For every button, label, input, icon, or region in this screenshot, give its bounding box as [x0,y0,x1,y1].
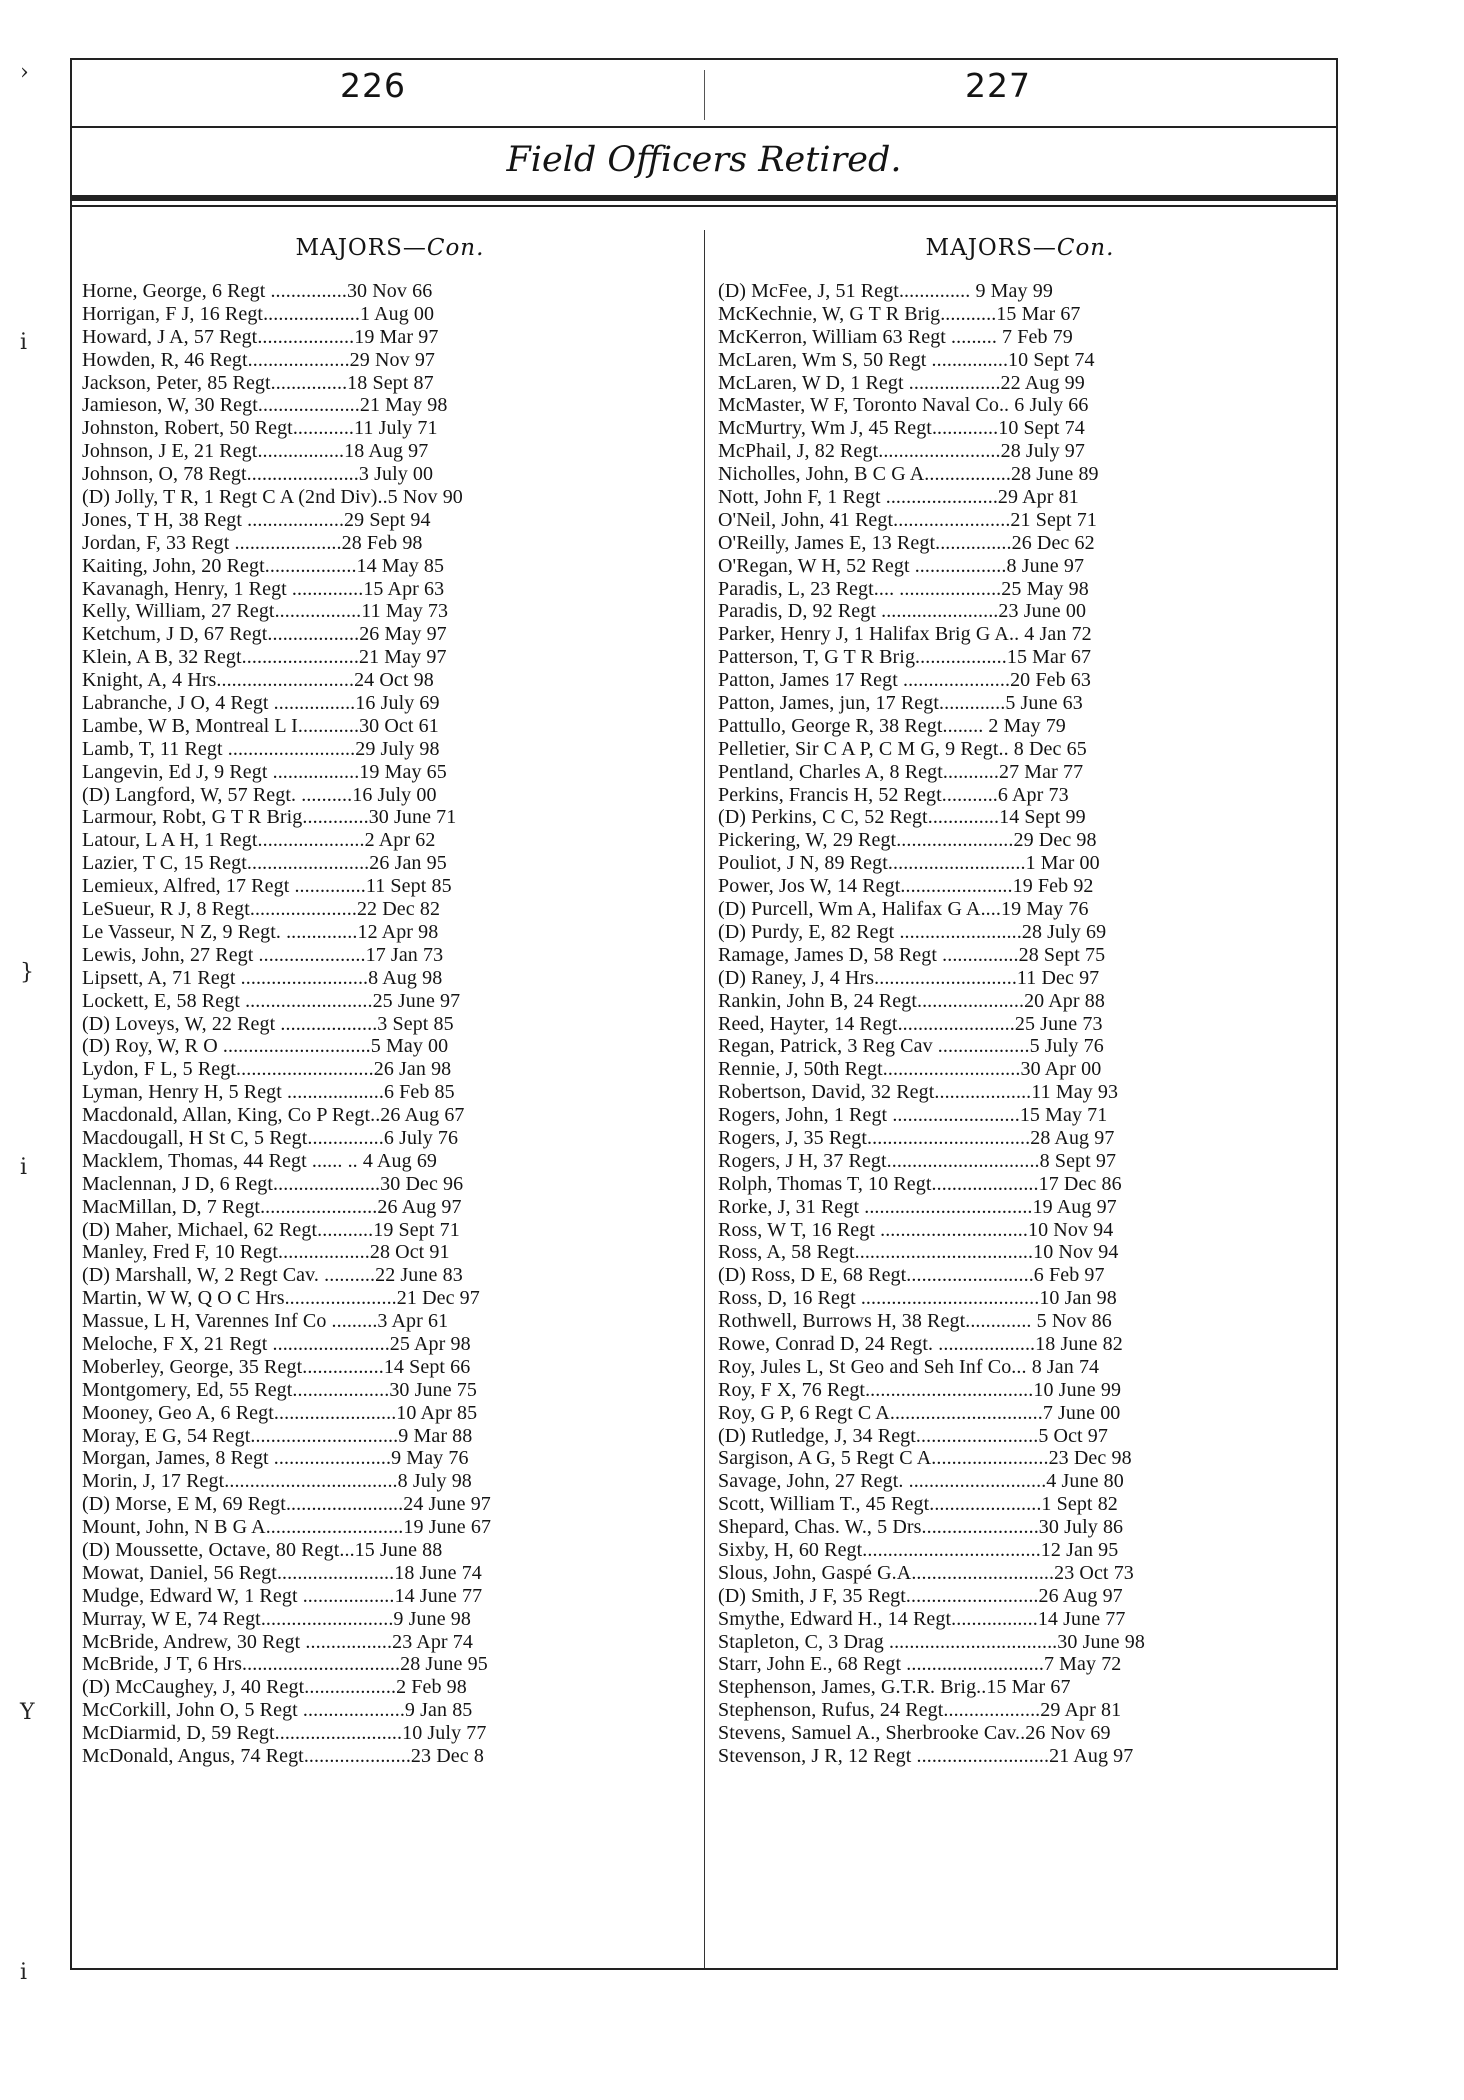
top-rule [70,58,1338,60]
list-item: McBride, J T, 6 Hrs...............................28 June 95 [82,1653,488,1676]
right-entry-list [718,280,1318,1768]
list-item: Patton, James, jun, 17 Regt.............5 June 63 [718,692,1083,715]
column-divider [704,230,705,1970]
list-item: Klein, A B, 32 Regt.......................21 May 97 [82,646,447,669]
list-item: LeSueur, R J, 8 Regt.....................22 Dec 82 [82,898,441,921]
left-column-heading [80,235,700,261]
list-item: McKerron, William 63 Regt ......... 7 Feb 79 [718,325,1073,348]
list-item: Patterson, T, G T R Brig..................15 Mar 67 [718,646,1092,669]
list-item: Sargison, A G, 5 Regt C A.......................23 Dec 98 [718,1447,1132,1470]
list-item: Stevenson, J R, 12 Regt ..........................21 Aug 97 [718,1745,1134,1767]
list-item: Mooney, Geo A, 6 Regt........................10 Apr 85 [82,1401,478,1424]
list-item: McMurtry, Wm J, 45 Regt.............10 Sept 74 [718,417,1085,440]
list-item: Montgomery, Ed, 55 Regt...................30 June 75 [82,1378,477,1401]
list-item: Manley, Fred F, 10 Regt..................28 Oct 91 [82,1241,450,1264]
list-item: (D) Langford, W, 57 Regt. ..........16 July 00 [82,783,437,806]
list-item: (D) Marshall, W, 2 Regt Cav. ..........22 June 83 [82,1264,463,1287]
list-item: Mount, John, N B G A...........................19 June 67 [82,1516,492,1539]
list-item: Nicholles, John, B C G A.................28 June 89 [718,463,1099,486]
list-item: Lemieux, Alfred, 17 Regt ..............11 Sept 85 [82,875,452,898]
list-item: Perkins, Francis H, 52 Regt...........6 Apr 73 [718,783,1069,806]
list-item: Jordan, F, 33 Regt .....................28 Feb 98 [82,531,423,554]
list-item: Stephenson, James, G.T.R. Brig..15 Mar 67 [718,1676,1071,1699]
list-item: Johnston, Robert, 50 Regt............11 July 71 [82,417,438,440]
list-item: O'Regan, W H, 52 Regt ..................8 June 97 [718,554,1085,577]
list-item: Morgan, James, 8 Regt .......................9 May 76 [82,1447,469,1470]
list-item: Rorke, J, 31 Regt .................................19 Aug 97 [718,1195,1117,1218]
list-item: Howard, J A, 57 Regt...................19 Mar 97 [82,325,439,348]
list-item: Lazier, T C, 15 Regt........................26 Jan 95 [82,852,447,875]
margin-mark: } [20,960,34,985]
list-item: (D) Ross, D E, 68 Regt.........................6 Feb 97 [718,1264,1105,1287]
list-item: Johnson, O, 78 Regt......................3 July 00 [82,463,434,486]
list-item: Lamb, T, 11 Regt .........................29 July 98 [82,737,440,760]
list-item: Lambe, W B, Montreal L I............30 Oct 61 [82,714,439,737]
page-title: Field Officers Retired. [506,140,902,180]
list-item: Pentland, Charles A, 8 Regt...........27 Mar 77 [718,760,1084,783]
margin-mark: Y [20,1700,35,1725]
list-item: Lewis, John, 27 Regt .....................17 Jan 73 [82,943,444,966]
left-entry-list [82,280,682,1768]
list-item: Starr, John E., 68 Regt ...........................7 May 72 [718,1653,1122,1676]
list-item: McPhail, J, 82 Regt........................28 July 97 [718,440,1085,463]
list-item: (D) Jolly, T R, 1 Regt C A (2nd Div)..5 Nov 90 [82,486,463,509]
list-item: Paradis, L, 23 Regt.... ....................25 May 98 [718,577,1089,600]
list-item: Moray, E G, 54 Regt.............................9 Mar 88 [82,1424,473,1447]
list-item: Slous, John, Gaspé G.A............................23 Oct 73 [718,1561,1134,1584]
list-item: Rolph, Thomas T, 10 Regt.....................17 Dec 86 [718,1172,1122,1195]
list-item: (D) Roy, W, R O .............................5 May 00 [82,1035,449,1058]
list-item: Horrigan, F J, 16 Regt...................1 Aug 00 [82,302,435,325]
list-item: McLaren, W D, 1 Regt ..................22 Aug 99 [718,371,1085,394]
list-item: Roy, Jules L, St Geo and Seh Inf Co... 8 Jan 74 [718,1355,1100,1378]
list-item: Pouliot, J N, 89 Regt...........................1 Mar 00 [718,852,1100,875]
list-item: (D) Morse, E M, 69 Regt.......................24 June 97 [82,1493,491,1516]
bottom-rule [70,1968,1338,1970]
right-heading-suffix: Con. [1056,235,1115,261]
list-item: Lyman, Henry H, 5 Regt ...................6 Feb 85 [82,1081,455,1104]
list-item: (D) McFee, J, 51 Regt.............. 9 May 99 [718,280,1053,302]
list-item: Morin, J, 17 Regt..................................8 July 98 [82,1470,472,1493]
list-item: Roy, G P, 6 Regt C A..............................7 June 00 [718,1401,1121,1424]
list-item: Jamieson, W, 30 Regt....................21 May 98 [82,394,448,417]
list-item: McCorkill, John O, 5 Regt ....................9 Jan 85 [82,1699,473,1722]
list-item: Jones, T H, 38 Regt ...................29 Sept 94 [82,508,431,531]
list-item: McMaster, W F, Toronto Naval Co.. 6 July 66 [718,394,1089,417]
list-item: (D) Perkins, C C, 52 Regt..............14 Sept 99 [718,806,1086,829]
list-item: McLaren, Wm S, 50 Regt ...............10 Sept 74 [718,348,1095,371]
list-item: Ross, D, 16 Regt ...................................10 Jan 98 [718,1287,1117,1310]
list-item: Scott, William T., 45 Regt......................1 Sept 82 [718,1493,1118,1516]
header-rule [70,126,1338,128]
list-item: (D) Maher, Michael, 62 Regt...........19 Sept 71 [82,1218,460,1241]
list-item: Ross, A, 58 Regt...................................10 Nov 94 [718,1241,1119,1264]
list-item: (D) Raney, J, 4 Hrs............................11 Dec 97 [718,966,1100,989]
list-item: Macklem, Thomas, 44 Regt ...... .. 4 Aug 69 [82,1149,438,1172]
list-item: Langevin, Ed J, 9 Regt .................19 May 65 [82,760,447,783]
page-number-divider [704,70,705,120]
list-item: Rogers, John, 1 Regt .........................15 May 71 [718,1104,1108,1127]
list-item: Roy, F X, 76 Regt.................................10 June 99 [718,1378,1122,1401]
list-item: McBride, Andrew, 30 Regt .................23 Apr 74 [82,1630,473,1653]
title-rule-thick [70,195,1338,201]
list-item: Knight, A, 4 Hrs...........................24 Oct 98 [82,669,434,692]
left-page-number: 226 [340,66,406,105]
left-heading-text: MAJORS— [295,235,427,261]
list-item: Ketchum, J D, 67 Regt..................26 May 97 [82,623,447,646]
list-item: Meloche, F X, 21 Regt .......................25 Apr 98 [82,1332,471,1355]
list-item: Massue, L H, Varennes Inf Co .........3 Apr 61 [82,1310,449,1333]
list-item: Macdonald, Allan, King, Co P Regt..26 Aug 67 [82,1104,465,1127]
list-item: Pattullo, George R, 38 Regt........ 2 May 79 [718,714,1066,737]
book-page [70,30,1338,1990]
list-item: Lockett, E, 58 Regt .........................25 June 97 [82,989,461,1012]
list-item: Shepard, Chas. W., 5 Drs.......................30 July 86 [718,1516,1124,1539]
list-item: Stapleton, C, 3 Drag .................................30 June 98 [718,1630,1145,1653]
list-item: Rogers, J, 35 Regt................................28 Aug 97 [718,1126,1115,1149]
list-item: Le Vasseur, N Z, 9 Regt. ..............12 Apr 98 [82,920,439,943]
left-heading-suffix: Con. [426,235,485,261]
list-item: Nott, John F, 1 Regt ......................29 Apr 81 [718,486,1079,509]
list-item: Regan, Patrick, 3 Reg Cav ..................5 July 76 [718,1035,1104,1058]
list-item: Pickering, W, 29 Regt.......................29 Dec 98 [718,829,1097,852]
list-item: Lipsett, A, 71 Regt .........................8 Aug 98 [82,966,443,989]
list-item: Pelletier, Sir C A P, C M G, 9 Regt.. 8 Dec 65 [718,737,1087,760]
list-item: Rowe, Conrad D, 24 Regt. ...................18 June 82 [718,1332,1123,1355]
list-item: Rothwell, Burrows H, 38 Regt............. 5 Nov 86 [718,1310,1112,1333]
right-page-number: 227 [965,66,1031,105]
list-item: (D) Purdy, E, 82 Regt ........................28 July 69 [718,920,1107,943]
list-item: Power, Jos W, 14 Regt......................19 Feb 92 [718,875,1094,898]
list-item: Mudge, Edward W, 1 Regt ..................14 June 77 [82,1584,483,1607]
list-item: (D) Purcell, Wm A, Halifax G A....19 May 76 [718,898,1089,921]
margin-mark: i [20,1960,28,1985]
list-item: Parker, Henry J, 1 Halifax Brig G A.. 4 Jan 72 [718,623,1092,646]
list-item: Reed, Hayter, 14 Regt.......................25 June 73 [718,1012,1103,1035]
list-item: Kelly, William, 27 Regt.................11 May 73 [82,600,449,623]
list-item: McKechnie, W, G T R Brig...........15 Mar 67 [718,302,1081,325]
list-item: Maclennan, J D, 6 Regt.....................30 Dec 96 [82,1172,464,1195]
list-item: Howden, R, 46 Regt....................29 Nov 97 [82,348,436,371]
list-item: Rogers, J H, 37 Regt..............................8 Sept 97 [718,1149,1117,1172]
title-rule-thin [70,205,1338,207]
list-item: Macdougall, H St C, 5 Regt...............6 July 76 [82,1126,459,1149]
list-item: Ramage, James D, 58 Regt ...............28 Sept 75 [718,943,1106,966]
right-column-heading [710,235,1330,261]
list-item: Larmour, Robt, G T R Brig.............30 June 71 [82,806,457,829]
list-item: Kaiting, John, 20 Regt..................14 May 85 [82,554,445,577]
list-item: Stevens, Samuel A., Sherbrooke Cav..26 Nov 69 [718,1722,1111,1745]
list-item: Smythe, Edward H., 14 Regt.................14 June 77 [718,1607,1126,1630]
list-item: Sixby, H, 60 Regt...................................12 Jan 95 [718,1538,1119,1561]
list-item: Labranche, J O, 4 Regt ................16 July 69 [82,692,440,715]
list-item: Lydon, F L, 5 Regt...........................26 Jan 98 [82,1058,452,1081]
list-item: Latour, L A H, 1 Regt.....................2 Apr 62 [82,829,436,852]
list-item: McDonald, Angus, 74 Regt.....................23 Dec 8 [82,1745,484,1767]
list-item: Moberley, George, 35 Regt................14 Sept 66 [82,1355,471,1378]
list-item: (D) Smith, J F, 35 Regt..........................26 Aug 97 [718,1584,1123,1607]
list-item: (D) Rutledge, J, 34 Regt........................5 Oct 97 [718,1424,1109,1447]
list-item: Rennie, J, 50th Regt...........................30 Apr 00 [718,1058,1102,1081]
margin-mark: › [20,60,29,85]
list-item: Mowat, Daniel, 56 Regt.......................18 June 74 [82,1561,482,1584]
list-item: Johnson, J E, 21 Regt.................18 Aug 97 [82,440,429,463]
list-item: McDiarmid, D, 59 Regt.........................10 July 77 [82,1722,487,1745]
list-item: Savage, John, 27 Regt. ...........................4 June 80 [718,1470,1124,1493]
list-item: MacMillan, D, 7 Regt.......................26 Aug 97 [82,1195,462,1218]
list-item: Patton, James 17 Regt .....................20 Feb 63 [718,669,1091,692]
list-item: O'Neil, John, 41 Regt.......................21 Sept 71 [718,508,1097,531]
list-item: Horne, George, 6 Regt ...............30 Nov 66 [82,280,433,302]
list-item: Rankin, John B, 24 Regt.....................20 Apr 88 [718,989,1105,1012]
list-item: O'Reilly, James E, 13 Regt...............26 Dec 62 [718,531,1095,554]
list-item: Kavanagh, Henry, 1 Regt ..............15 Apr 63 [82,577,445,600]
list-item: (D) Loveys, W, 22 Regt ...................3 Sept 85 [82,1012,454,1035]
list-item: Robertson, David, 32 Regt...................11 May 93 [718,1081,1119,1104]
right-heading-text: MAJORS— [925,235,1057,261]
list-item: Jackson, Peter, 85 Regt...............18 Sept 87 [82,371,434,394]
list-item: Murray, W E, 74 Regt..........................9 June 98 [82,1607,471,1630]
list-item: Ross, W T, 16 Regt .............................10 Nov 94 [718,1218,1114,1241]
margin-mark: i [20,1155,28,1180]
list-item: Paradis, D, 92 Regt .......................23 June 00 [718,600,1087,623]
list-item: Martin, W W, Q O C Hrs......................21 Dec 97 [82,1287,480,1310]
list-item: (D) McCaughey, J, 40 Regt..................2 Feb 98 [82,1676,467,1699]
margin-mark: i [20,330,28,355]
list-item: Stephenson, Rufus, 24 Regt...................29 Apr 81 [718,1699,1122,1722]
list-item: (D) Moussette, Octave, 80 Regt...15 June 88 [82,1538,443,1561]
